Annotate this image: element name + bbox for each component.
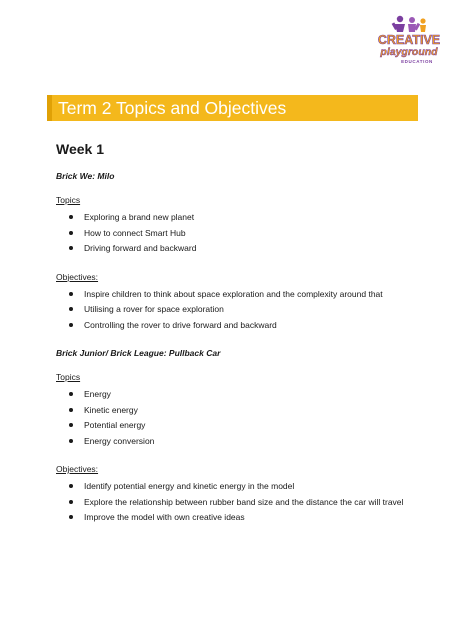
bullet-icon [69,246,73,250]
title-banner [47,95,418,121]
objectives-label: Objectives: [56,464,99,474]
topics-label: Topics [56,372,81,382]
kit-section [56,171,436,333]
document-body [56,141,436,526]
kit-title: Brick Junior/ Brick League: Pullback Car [56,348,221,358]
bullet-icon [69,231,73,235]
list-item: Exploring a brand new planet [56,210,436,226]
list-item: Energy [56,387,436,403]
bullet-icon [69,423,73,427]
logo-text-education: EDUCATION [401,59,433,64]
bullet-icon [69,392,73,396]
page-title: Term 2 Topics and Objectives [58,97,287,118]
list-item: How to connect Smart Hub [56,226,436,242]
list-item: Potential energy [56,418,436,434]
topics-list [56,387,436,449]
kit-title: Brick We: Milo [56,171,115,181]
list-item: Driving forward and backward [56,241,436,257]
bullet-icon [69,484,73,488]
topics-list [56,210,436,257]
list-item: Utilising a rover for space exploration [56,302,436,318]
bullet-icon [69,215,73,219]
objectives-list [56,479,436,526]
bullet-icon [69,500,73,504]
week-heading: Week 1 [56,141,104,157]
bullet-icon [69,408,73,412]
kids-figures-icon [392,16,426,32]
list-item: Explore the relationship between rubber band size and the distance the car will travel [56,495,436,511]
list-item: Inspire children to think about space exploration and the complexity around that [56,287,436,303]
bullet-icon [69,307,73,311]
bullet-icon [69,323,73,327]
list-item: Controlling the rover to drive forward and backward [56,318,436,334]
list-item: Improve the model with own creative ideas [56,510,436,526]
creative-playground-logo [368,14,450,66]
list-item: Energy conversion [56,434,436,450]
list-item: Kinetic energy [56,403,436,419]
bullet-icon [69,292,73,296]
kit-section [56,348,436,526]
objectives-list [56,287,436,334]
topics-label: Topics [56,195,81,205]
objectives-label: Objectives: [56,271,99,282]
bullet-icon [69,515,73,519]
bullet-icon [69,439,73,443]
logo-text-playground: playground [380,46,438,58]
list-item: Identify potential energy and kinetic energy in the model [56,479,436,495]
logo-text-creative: CREATIVE [377,33,441,47]
banner-accent-bar [47,95,52,121]
